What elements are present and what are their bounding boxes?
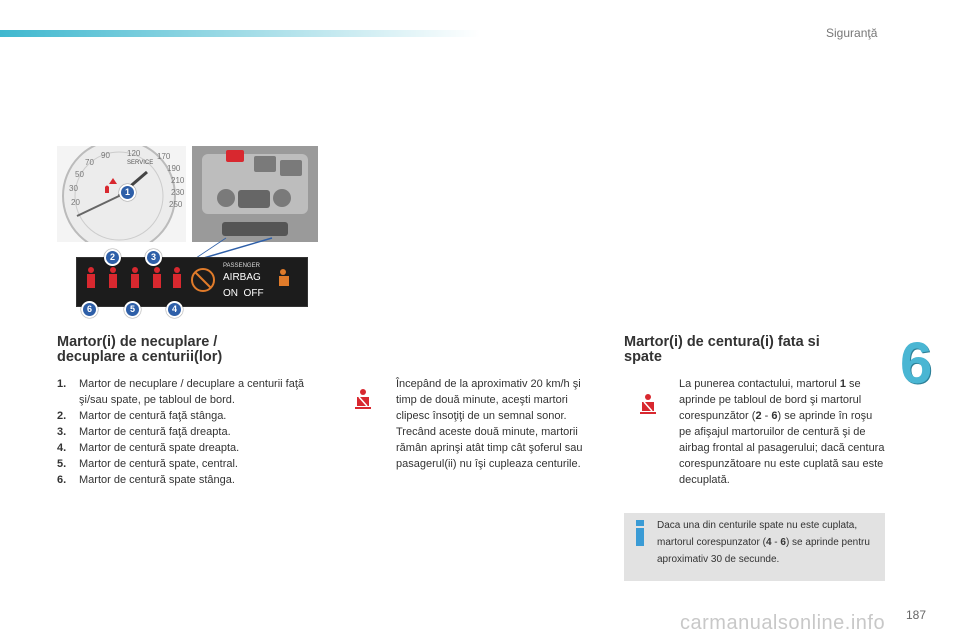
gauge-tick: 90	[101, 151, 110, 160]
callout-4: 4	[166, 301, 183, 318]
info-note-text	[657, 517, 879, 568]
text-run: ) se aprinde pentru aproximativ 30 de secunde.	[657, 537, 870, 565]
gauge-tick: 120	[127, 149, 141, 158]
list-item-number: 5.	[57, 458, 67, 470]
instrument-cluster-image	[57, 146, 186, 242]
list-item-text: Martor de centură spate dreapta.	[79, 442, 240, 454]
text-run: se aprinde pe tabloul de bord şi martorul corespunzător (	[679, 378, 862, 422]
airbag-label: AIRBAG	[223, 272, 261, 283]
list-item-number: 2.	[57, 410, 67, 422]
list-item-number: 3.	[57, 426, 67, 438]
gauge-tick: 170	[157, 152, 171, 161]
ignition-info-paragraph	[679, 376, 885, 488]
list-item	[57, 376, 317, 408]
text-run: -	[761, 410, 772, 422]
info-icon	[635, 520, 645, 546]
list-item-number: 4.	[57, 442, 67, 454]
overhead-console-image	[192, 146, 318, 242]
section-title: Siguranţă	[826, 26, 878, 40]
callout-5: 5	[124, 301, 141, 318]
chapter-number: 6	[900, 331, 933, 396]
gauge-service-label: SERVICE	[127, 160, 154, 166]
list-item	[57, 472, 317, 488]
list-item-text: Martor de centură spate stânga.	[79, 474, 235, 486]
indicator-list	[57, 376, 317, 488]
text-run-bold: 4	[765, 537, 772, 548]
text-run-bold: 6	[780, 537, 786, 548]
list-item	[57, 408, 317, 424]
list-item-text: Martor de centură spate, central.	[79, 458, 238, 470]
list-item-number: 6.	[57, 474, 67, 486]
text-run: La punerea contactului, martorul	[679, 378, 840, 390]
right-title-line2: spate	[624, 349, 662, 365]
callout-2: 2	[104, 249, 121, 266]
gauge-tick: 30	[69, 184, 78, 193]
text-run-bold: 6	[771, 410, 778, 422]
list-item-text: Martor de centură faţă stânga.	[79, 410, 227, 422]
header-accent-bar	[0, 30, 480, 37]
right-title-line1: Martor(i) de centura(i) fata si	[624, 334, 820, 350]
blinking-info-paragraph: Începând de la aproximativ 20 km/h şi timp de două minute, aceşti martori clipesc însoţiţi de un semnal sonor. Trecând aceste două minute, martorii rămân aprinşi atât timp cât şoferul sau pasagerul(ii) nu îşi cupleaza centurile.	[396, 378, 583, 470]
text-run-bold: 2	[755, 410, 762, 422]
passenger-label: PASSENGER	[223, 263, 260, 269]
text-run-bold: 1	[839, 378, 846, 390]
gauge-tick: 20	[71, 198, 80, 207]
watermark: carmanualsonline.info	[680, 612, 886, 634]
list-item	[57, 456, 317, 472]
gauge-tick: 190	[167, 164, 181, 173]
gauge-tick: 250	[169, 200, 183, 209]
callout-3: 3	[145, 249, 162, 266]
gauge-tick: 230	[171, 188, 185, 197]
right-section-title	[624, 335, 820, 365]
gauge-tick: 210	[171, 176, 185, 185]
left-title-line2: decuplare a centurii(lor)	[57, 349, 223, 365]
list-item-text: Martor de necuplare / decuplare a centurii faţă şi/sau spate, pe tabloul de bord.	[79, 378, 305, 406]
text-run: Daca una din centurile spate nu este cuplata, martorul corespunzator (	[657, 520, 858, 548]
seatbelt-warning-icon	[352, 388, 374, 410]
info-note-box	[624, 513, 885, 581]
page-number: 187	[906, 608, 927, 622]
text-run: -	[771, 537, 781, 548]
on-off-label: ON OFF	[223, 288, 264, 299]
text-run: ) se aprinde în roşu pe afişajul martoruilor de centură şi de airbag frontal al pasagerului; dacă centura corespunzătoare nu este cuplată sau este decuplată.	[679, 410, 885, 486]
left-title-line1: Martor(i) de necuplare /	[57, 334, 218, 350]
list-item	[57, 424, 317, 440]
callout-6: 6	[81, 301, 98, 318]
gauge-tick: 70	[85, 158, 94, 167]
left-section-title	[57, 335, 222, 365]
list-item-number: 1.	[57, 378, 67, 390]
seatbelt-warning-icon	[637, 393, 659, 415]
gauge-tick: 50	[75, 170, 84, 179]
callout-1: 1	[119, 184, 136, 201]
list-item-text: Martor de centură faţă dreapta.	[79, 426, 231, 438]
list-item	[57, 440, 317, 456]
